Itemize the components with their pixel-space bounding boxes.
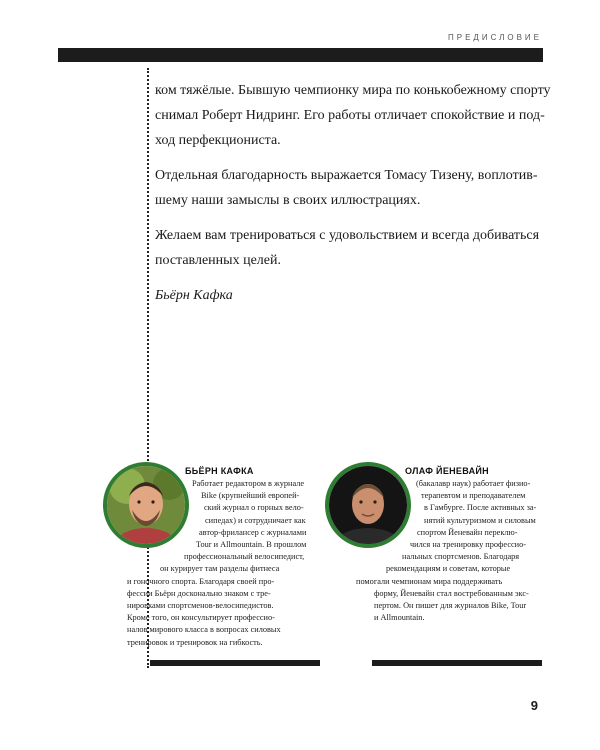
- bio-name-kafka: БЬЁРН КАФКА: [185, 466, 254, 476]
- bio-text-jenewein: (бакалавр наук) работает физио- терапевтом и преподавателем в Гамбурге. После активных за- нятий культуризмом и силовым спортом Йеневайн переклю- чился на тренировку профессио- нальных спортсменов. Благодаря рекомендациям и советам, которые помогали чемпионам мира поддерживать форму, Йеневайн стал востребованным экс- пертом. Он пишет для журналов Bike, Tour и Allmountain.: [356, 479, 537, 623]
- paragraph-1: ком тяжёлые. Бывшую чемпионку мира по конькобежному спорту снимал Роберт Нидринг. Его работы отличает спокойствие и под- ход перфекциониста.: [155, 83, 551, 148]
- bio-bar-left: [150, 660, 320, 666]
- paragraph-3: Желаем вам тренироваться с удовольствием и всегда добиваться поставленных целей.: [155, 228, 540, 268]
- bio-name-jenewein: ОЛАФ ЙЕНЕВАЙН: [405, 466, 489, 476]
- bio-text-kafka: Работает редактором в журнале Bike (крупнейший европей- ский журнал о горных вело- сипедах) и сотрудничает как автор-фрилансер с журналами Tour и Allmountain. В прошлом профессиональный велосипедист, он курирует там разделы фитнеса и гоночного спорта. Благодаря своей про- фессии Бьёрн досконально знаком с тре- нировками спортсменов-велосипедистов. Кроме того, он консультирует профессио- налов мирового класса в вопросах силовых тренировок и тренировок на гибкость.: [127, 479, 307, 647]
- signature: Бьёрн Кафка: [155, 288, 233, 303]
- bio-bar-right: [372, 660, 542, 666]
- page-number: 9: [530, 698, 538, 713]
- main-text: [155, 78, 551, 318]
- header-bar: [58, 48, 543, 62]
- paragraph-2: Отдельная благодарность выражается Томасу Тизену, воплотив- шему наши замыслы в своих иллюстрациях.: [155, 168, 538, 208]
- running-header: ПРЕДИСЛОВИЕ: [448, 33, 542, 42]
